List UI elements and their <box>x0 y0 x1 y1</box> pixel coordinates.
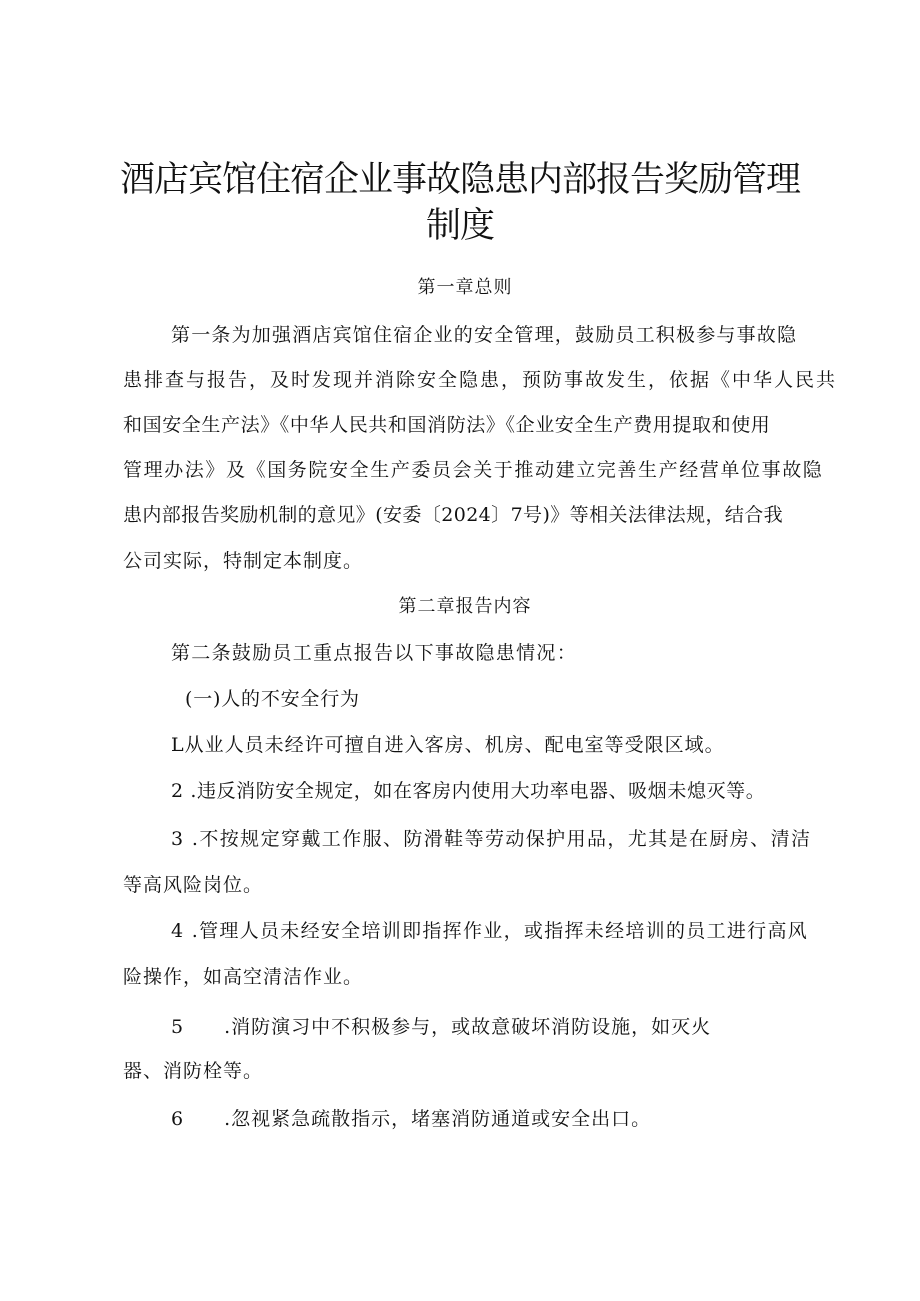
list-item-5-line: 5 .消防演习中不积极参与，或故意破坏消防设施，如灭火 <box>171 1016 712 1038</box>
list-item-1: L从业人员未经许可擅自进入客房、机房、配电室等受限区域。 <box>171 734 725 756</box>
chapter-2-heading: 第二章报告内容 <box>398 596 532 617</box>
list-item-2: 2 .违反消防安全规定，如在客房内使用大功率电器、吸烟未熄灭等。 <box>171 780 766 802</box>
list-item-6: 6 .忽视紧急疏散指示，堵塞消防通道或安全出口。 <box>171 1108 652 1130</box>
article-1-line: 患内部报告奖励机制的意见》(安委〔2024〕7号)》等相关法律法规，结合我 <box>123 504 784 526</box>
article-1-line: 公司实际，特制定本制度。 <box>123 550 364 572</box>
article-1-line: 管理办法》及《国务院安全生产委员会关于推动建立完善生产经营单位事故隐 <box>123 459 824 481</box>
list-item-3-line: 3 .不按规定穿戴工作服、防滑鞋等劳动保护用品，尤其是在厨房、清洁 <box>171 828 812 850</box>
list-item-3-line: 等高风险岗位。 <box>123 874 264 896</box>
article-2-text: 第二条鼓励员工重点报告以下事故隐患情况： <box>171 642 578 664</box>
list-item-4-line: 险操作，如高空清洁作业。 <box>123 966 364 988</box>
article-1-line: 第一条为加强酒店宾馆住宿企业的安全管理，鼓励员工积极参与事故隐 <box>171 324 798 346</box>
subsection-1-heading: (一)人的不安全行为 <box>185 688 360 710</box>
chapter-1-heading: 第一章总则 <box>417 277 513 298</box>
article-1-line: 和国安全生产法》《中华人民共和国消防法》《企业安全生产费用提取和使用 <box>123 414 771 436</box>
list-item-4-line: 4 .管理人员未经安全培训即指挥作业，或指挥未经培训的员工进行高风 <box>171 920 809 942</box>
document-title-line-1: 酒店宾馆住宿企业事故隐患内部报告奖励管理 <box>119 160 800 200</box>
list-item-5-line: 器、消防栓等。 <box>123 1060 264 1082</box>
document-title-line-2: 制度 <box>425 206 494 246</box>
article-1-line: 患排查与报告，及时发现并消除安全隐患，预防事故发生，依据《中华人民共 <box>123 369 838 391</box>
